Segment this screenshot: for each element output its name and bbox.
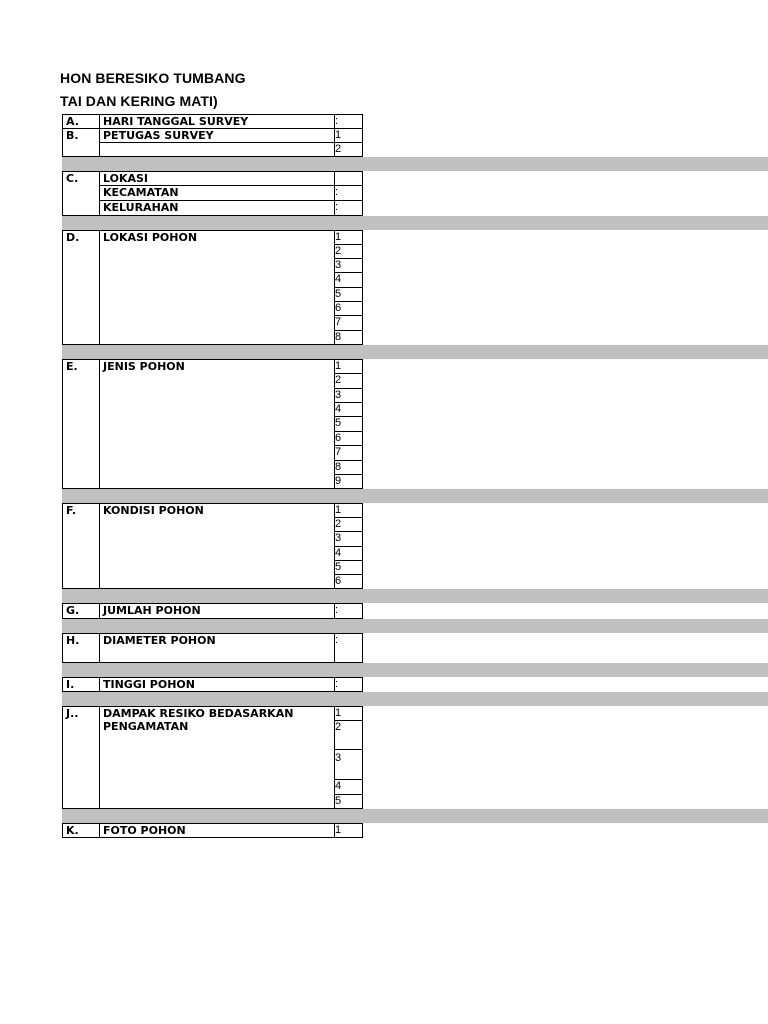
entry-cell[interactable]: 7 [334,445,363,461]
entry-cell[interactable]: 1 [334,128,363,143]
section-code: J.. [62,706,100,809]
entry-cell[interactable]: 3 [334,258,363,273]
section-label: KONDISI POHON [99,503,335,589]
form-title-line1: HON BERESIKO TUMBANG [60,70,246,86]
entry-cell[interactable]: : [334,114,363,129]
section-label: PETUGAS SURVEY [99,128,335,143]
section-label: HARI TANGGAL SURVEY [99,114,335,129]
entry-cell[interactable]: 5 [334,560,363,575]
entry-cell[interactable]: 4 [334,272,363,288]
entry-cell[interactable]: 1 [334,359,363,374]
entry-cell[interactable]: 6 [334,431,363,446]
entry-cell[interactable]: 3 [334,749,363,780]
entry-cell[interactable]: 5 [334,794,363,809]
entry-cell[interactable]: 1 [334,706,363,721]
section-label: DIAMETER POHON [99,633,335,663]
separator-bar [62,216,768,230]
section-label: KECAMATAN [99,185,335,201]
section-code: C. [62,171,100,216]
entry-cell[interactable]: 6 [334,574,363,589]
entry-cell[interactable]: : [334,185,363,201]
entry-cell[interactable]: 4 [334,546,363,561]
entry-cell[interactable]: 6 [334,301,363,316]
separator-bar [62,663,768,677]
section-code: E. [62,359,100,489]
entry-cell[interactable]: : [334,200,363,216]
entry-cell[interactable]: 2 [334,517,363,532]
entry-cell[interactable]: 8 [334,330,363,345]
separator-bar [62,489,768,503]
entry-cell[interactable]: 8 [334,460,363,475]
separator-bar [62,809,768,823]
separator-bar [62,692,768,706]
section-code: A. [62,114,100,129]
section-label: LOKASI POHON [99,230,335,345]
separator-bar [62,619,768,633]
section-label: KELURAHAN [99,200,335,216]
section-label-line1: DAMPAK RESIKO BEDASARKAN [103,707,294,720]
separator-bar [62,157,768,171]
section-code: K. [62,823,100,838]
entry-cell[interactable]: 1 [334,230,363,245]
section-code: I. [62,677,100,692]
entry-cell[interactable]: 2 [334,720,363,750]
section-label: TINGGI POHON [99,677,335,692]
entry-cell[interactable]: 4 [334,402,363,417]
section-label: JUMLAH POHON [99,603,335,619]
section-code: F. [62,503,100,589]
entry-cell[interactable]: 4 [334,779,363,795]
section-label [99,706,335,809]
entry-cell[interactable] [334,171,363,186]
section-code: H. [62,633,100,663]
separator-bar [62,589,768,603]
section-label: JENIS POHON [99,359,335,489]
entry-cell[interactable]: 1 [334,823,363,838]
entry-cell[interactable]: 5 [334,287,363,302]
entry-cell[interactable]: 5 [334,416,363,432]
section-code: B. [62,128,100,157]
entry-cell[interactable]: 9 [334,474,363,489]
entry-cell[interactable]: : [334,633,363,663]
entry-cell[interactable]: 2 [334,244,363,259]
entry-cell[interactable]: 2 [334,373,363,389]
section-code: G. [62,603,100,619]
section-label: LOKASI [99,171,335,186]
section-code: D. [62,230,100,345]
entry-cell[interactable]: 7 [334,315,363,331]
section-label-line2: PENGAMATAN [103,720,189,733]
entry-cell[interactable]: 3 [334,388,363,403]
entry-cell[interactable]: 1 [334,503,363,518]
entry-cell[interactable]: : [334,677,363,692]
separator-bar [62,345,768,359]
entry-cell[interactable]: : [334,603,363,619]
blank-cell [99,142,335,157]
entry-cell[interactable]: 2 [334,142,363,157]
form-title-line2: TAI DAN KERING MATI) [60,93,218,109]
section-label: FOTO POHON [99,823,335,838]
entry-cell[interactable]: 3 [334,531,363,547]
